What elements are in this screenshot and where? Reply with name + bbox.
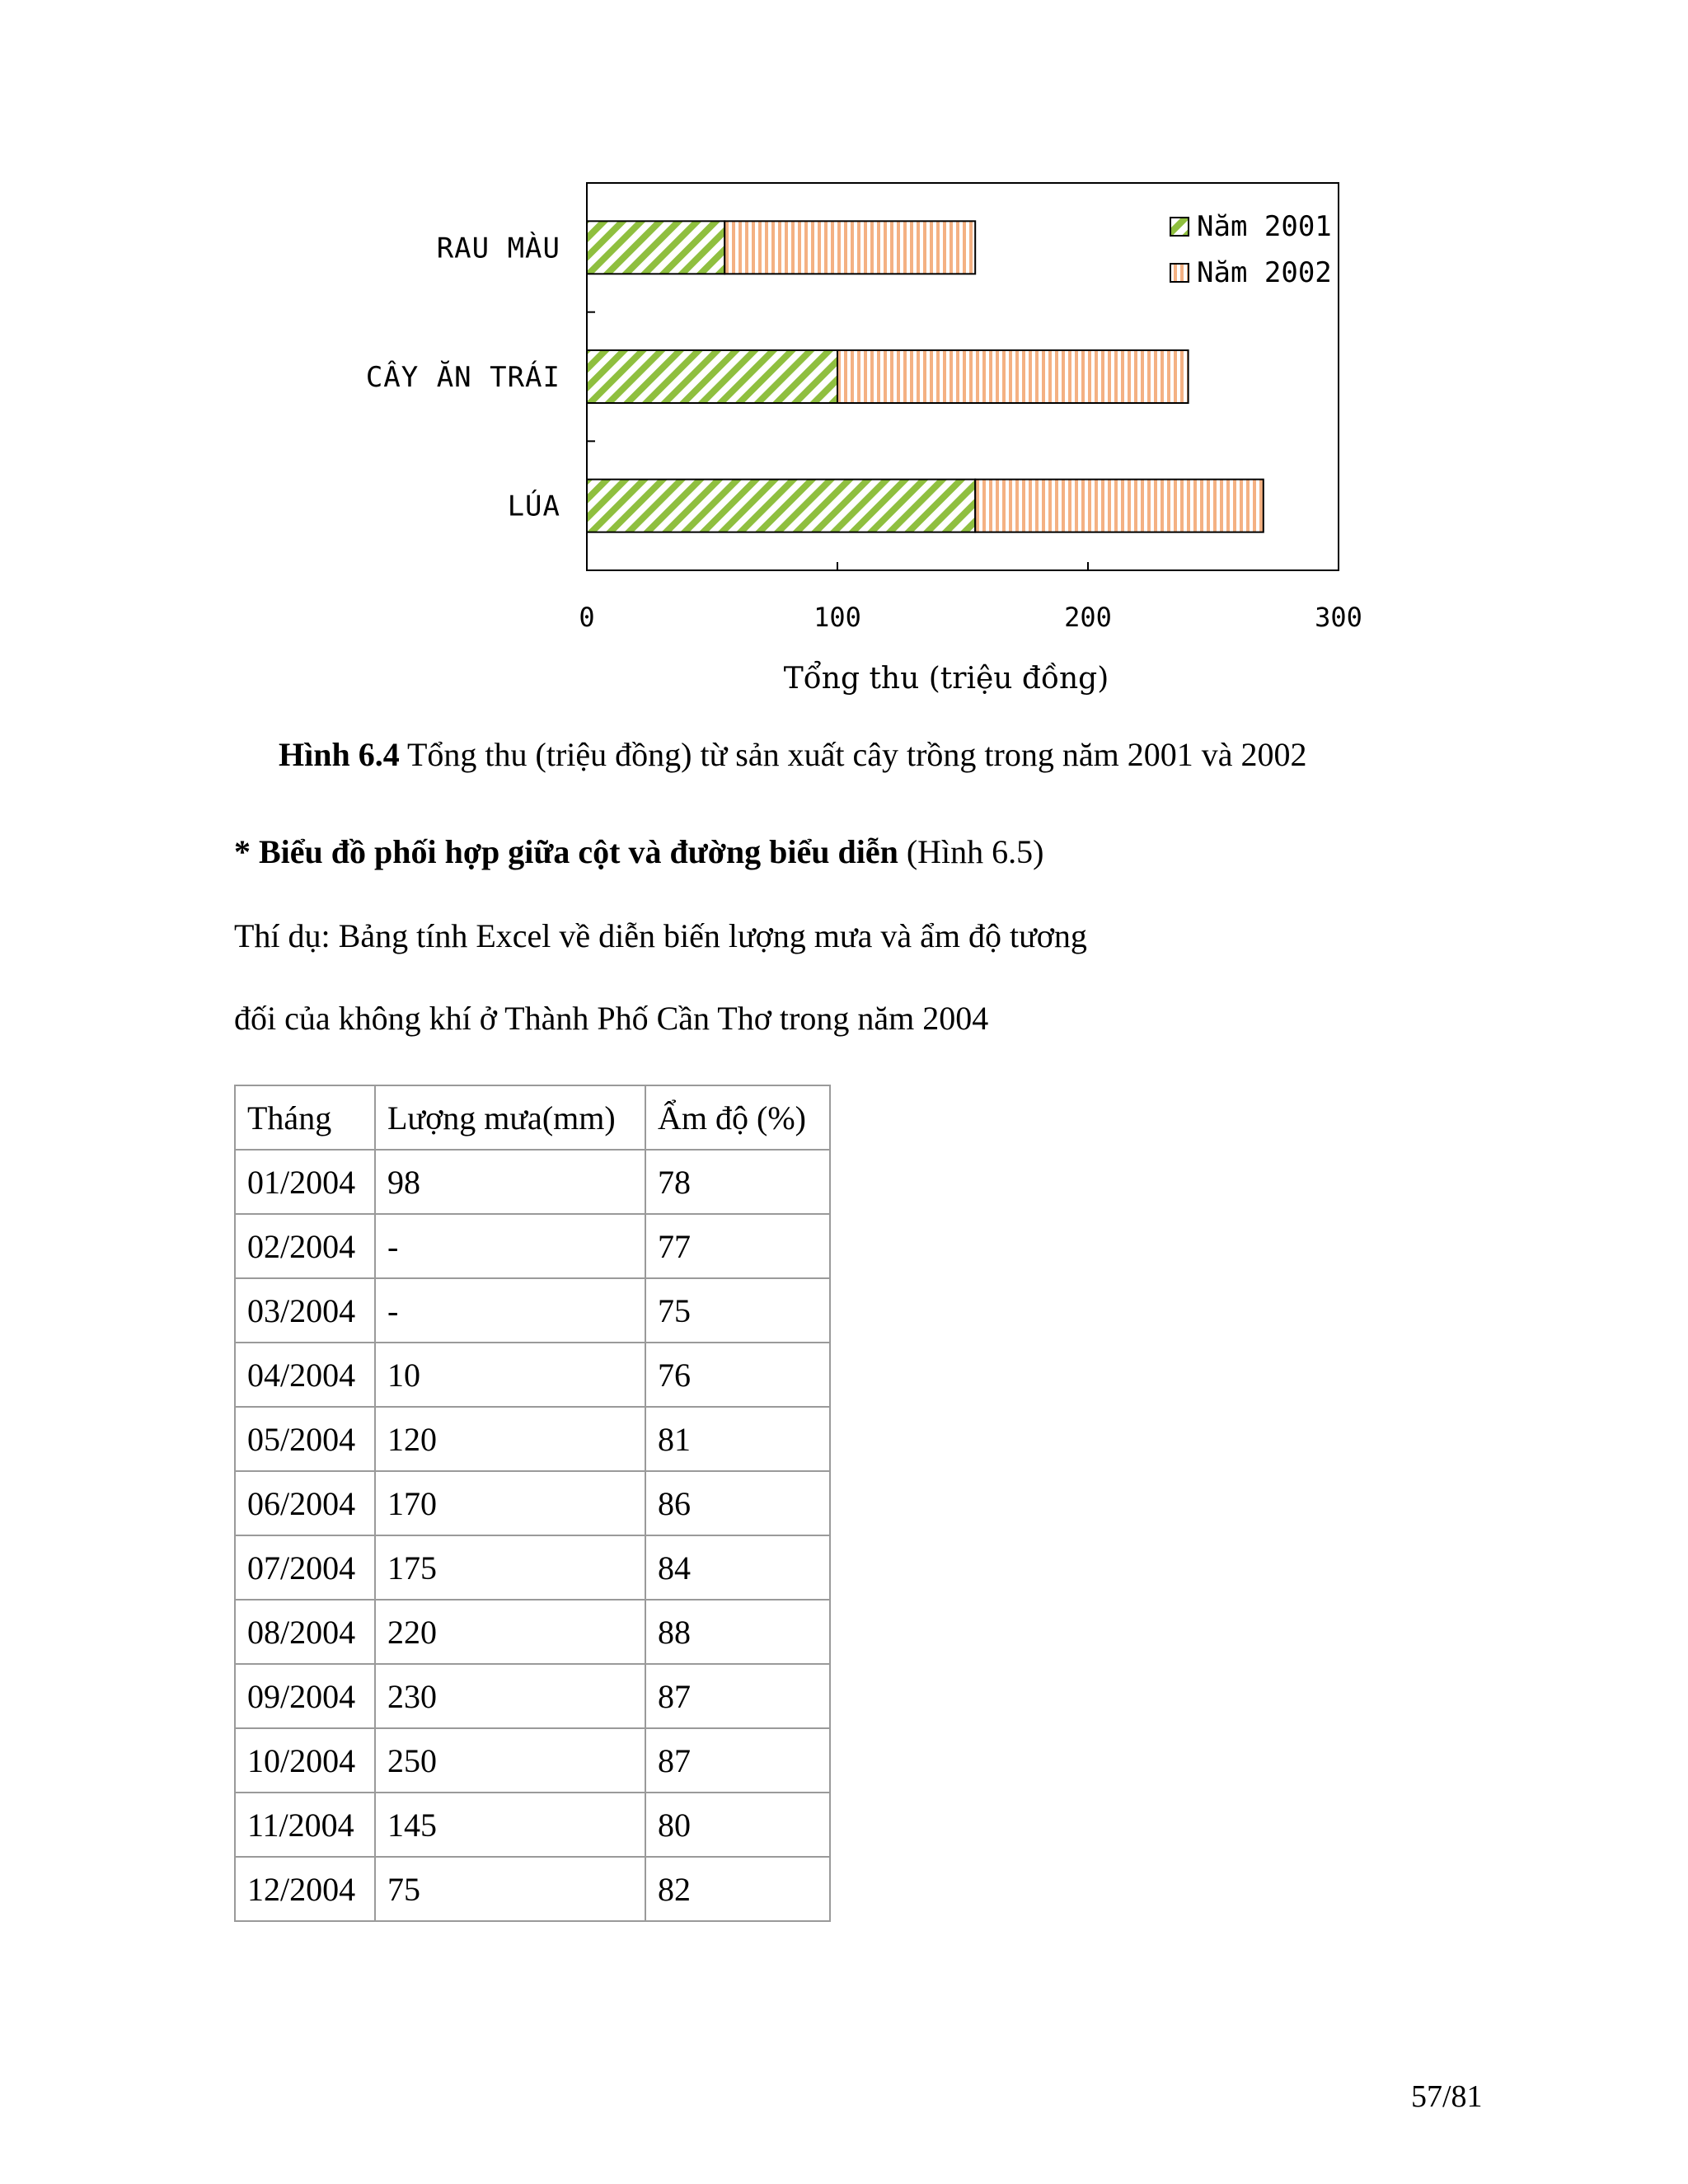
cell-humidity: 82 [645,1857,830,1921]
bar-2002 [724,221,975,274]
rainfall-humidity-table [234,1085,831,1922]
cell-humidity: 77 [645,1214,830,1278]
cell-humidity: 81 [645,1407,830,1471]
x-axis-label: Tổng thu (triệu đồng) [783,662,1109,696]
cell-month: 07/2004 [235,1535,375,1600]
cell-month: 04/2004 [235,1343,375,1407]
figure-caption-label: Hình 6.4 [279,736,400,773]
bar-2001 [587,221,724,274]
category-label: LÚA [507,490,560,523]
table-row [235,1471,830,1535]
cell-rainfall: 220 [375,1600,645,1664]
cell-month: 12/2004 [235,1857,375,1921]
table-row [235,1407,830,1471]
table-row [235,1664,830,1728]
table-row [235,1214,830,1278]
table-row [235,1278,830,1343]
legend [1170,210,1332,289]
bars-layer [587,221,1264,532]
cell-month: 08/2004 [235,1600,375,1664]
figure-caption-text: Tổng thu (triệu đồng) từ sản xuất cây trồng trong năm 2001 và 2002 [399,736,1307,773]
table-header-row [235,1085,830,1150]
example-text-line-2: đối của không khí ở Thành Phố Cần Thơ trong năm 2004 [234,1000,989,1037]
section-heading-ref: (Hình 6.5) [898,833,1044,870]
cell-humidity: 87 [645,1728,830,1793]
table-row [235,1150,830,1214]
cell-rainfall: 98 [375,1150,645,1214]
cell-rainfall: 250 [375,1728,645,1793]
cell-month: 10/2004 [235,1728,375,1793]
cell-month: 05/2004 [235,1407,375,1471]
cell-rainfall: 10 [375,1343,645,1407]
cell-month: 09/2004 [235,1664,375,1728]
example-text-line-1: Thí dụ: Bảng tính Excel về diễn biến lượng mưa và ẩm độ tương [234,917,1087,954]
cell-rainfall: 145 [375,1793,645,1857]
figure-caption [279,735,1432,774]
cell-humidity: 76 [645,1343,830,1407]
table-row [235,1600,830,1664]
legend-label-2002: Năm 2002 [1197,256,1332,289]
cell-rainfall: 170 [375,1471,645,1535]
bar-2002 [975,480,1264,532]
header-humidity: Ẩm độ (%) [645,1085,830,1150]
table-row [235,1343,830,1407]
cell-humidity: 78 [645,1150,830,1214]
table-row [235,1535,830,1600]
table-row [235,1857,830,1921]
legend-swatch-2001 [1170,218,1189,236]
x-tick-label: 300 [1315,602,1362,633]
section-heading [234,832,1043,871]
cell-humidity: 86 [645,1471,830,1535]
bar-2001 [587,350,837,403]
x-tick-label: 100 [814,602,861,633]
x-tick-label: 200 [1064,602,1112,633]
x-tick-marks [579,562,1362,633]
header-month: Tháng [235,1085,375,1150]
cell-rainfall: 75 [375,1857,645,1921]
cell-month: 11/2004 [235,1793,375,1857]
category-label: CÂY ĂN TRÁI [365,361,560,394]
cell-rainfall: 175 [375,1535,645,1600]
cell-humidity: 87 [645,1664,830,1728]
cell-rainfall: - [375,1278,645,1343]
header-rainfall: Lượng mưa(mm) [375,1085,645,1150]
cell-rainfall: 120 [375,1407,645,1471]
cell-month: 01/2004 [235,1150,375,1214]
cell-humidity: 80 [645,1793,830,1857]
section-heading-bold: * Biểu đồ phối hợp giữa cột và đường biểu diễn [234,833,898,870]
legend-swatch-2002 [1170,264,1189,282]
cell-humidity: 75 [645,1278,830,1343]
revenue-bar-chart [0,0,1688,725]
legend-label-2001: Năm 2001 [1197,210,1332,243]
bar-2001 [587,480,975,532]
cell-rainfall: 230 [375,1664,645,1728]
cell-humidity: 88 [645,1600,830,1664]
category-labels [366,231,560,523]
table-row [235,1728,830,1793]
x-tick-label: 0 [579,602,595,633]
bar-2002 [837,350,1189,403]
cell-month: 03/2004 [235,1278,375,1343]
page-number: 57/81 [1411,2079,1483,2114]
table-row [235,1793,830,1857]
cell-month: 06/2004 [235,1471,375,1535]
cell-month: 02/2004 [235,1214,375,1278]
category-label: RAU MÀU [436,232,560,265]
cell-humidity: 84 [645,1535,830,1600]
cell-rainfall: - [375,1214,645,1278]
